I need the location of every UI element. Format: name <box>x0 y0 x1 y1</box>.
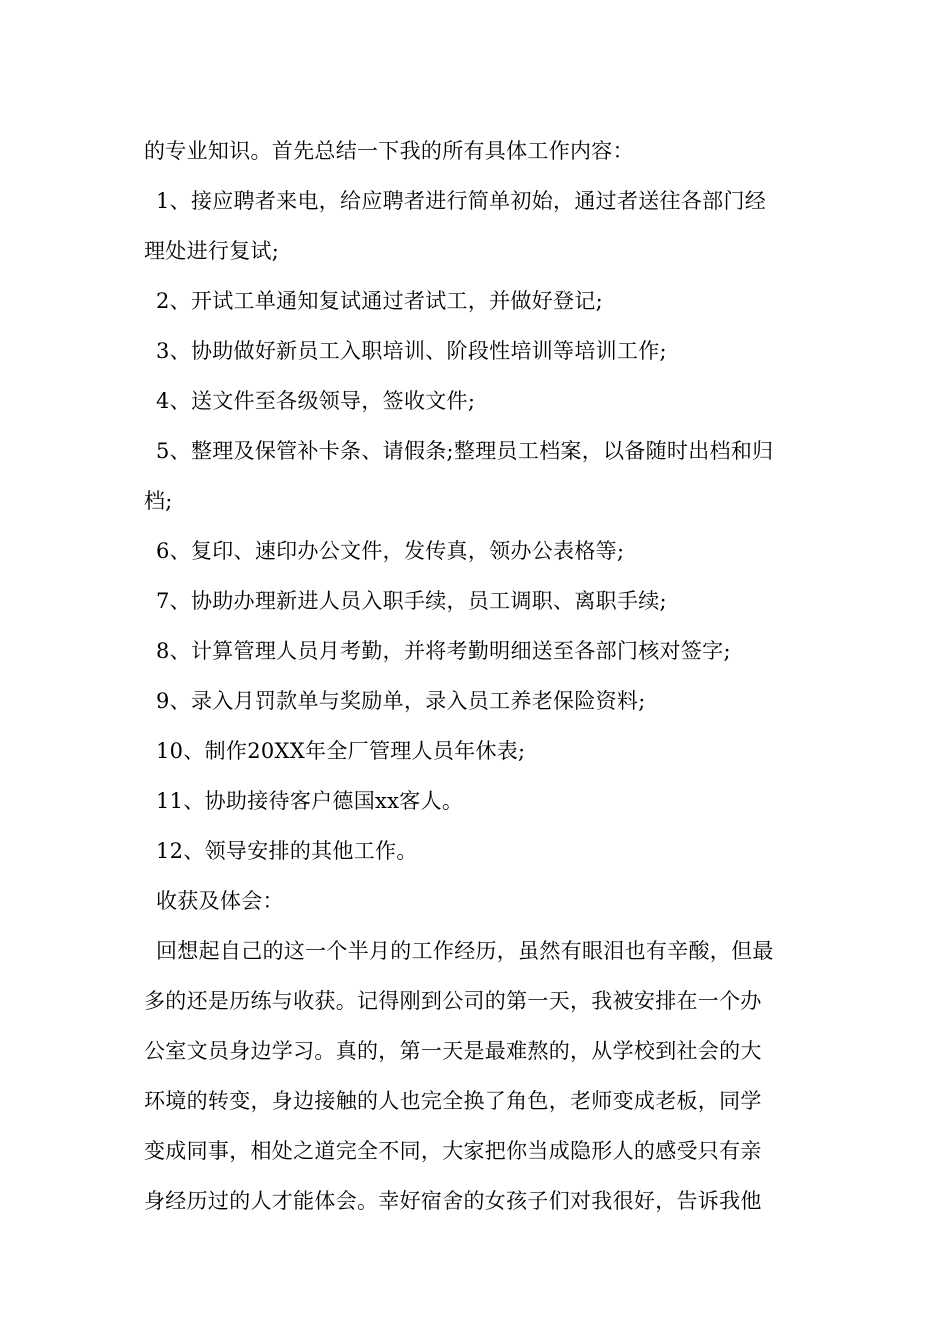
text-line: 档; <box>144 489 173 513</box>
paragraph-line: 公室文员身边学习。真的，第一天是最难熬的，从学校到社会的大 <box>144 1039 762 1063</box>
paragraph-line: 回想起自己的这一个半月的工作经历，虽然有眼泪也有辛酸，但最 <box>156 939 774 963</box>
list-item: 2、开试工单通知复试通过者试工，并做好登记; <box>156 289 604 313</box>
paragraph-line: 环境的转变，身边接触的人也完全换了角色，老师变成老板，同学 <box>144 1089 762 1113</box>
document-body <box>144 126 814 1226</box>
list-item: 9、录入月罚款单与奖励单，录入员工养老保险资料; <box>156 689 646 713</box>
list-item: 8、计算管理人员月考勤，并将考勤明细送至各部门核对签字; <box>156 639 731 663</box>
paragraph-line: 多的还是历练与收获。记得刚到公司的第一天，我被安排在一个办 <box>144 989 762 1013</box>
list-item: 3、协助做好新员工入职培训、阶段性培训等培训工作; <box>156 339 667 363</box>
list-item: 1、接应聘者来电，给应聘者进行简单初始，通过者送往各部门经 <box>156 189 767 213</box>
list-item: 5、整理及保管补卡条、请假条;整理员工档案，以备随时出档和归 <box>156 439 774 463</box>
list-item: 6、复印、速印办公文件，发传真，领办公表格等; <box>156 539 625 563</box>
list-item: 7、协助办理新进人员入职手续，员工调职、离职手续; <box>156 589 667 613</box>
list-item: 10、制作20XX年全厂管理人员年休表; <box>156 739 526 763</box>
paragraph-line: 身经历过的人才能体会。幸好宿舍的女孩子们对我很好，告诉我他 <box>144 1189 762 1213</box>
paragraph-line: 变成同事，相处之道完全不同，大家把你当成隐形人的感受只有亲 <box>144 1139 762 1163</box>
text-line: 的专业知识。首先总结一下我的所有具体工作内容： <box>144 139 634 163</box>
section-heading: 收获及体会： <box>156 889 284 913</box>
list-item: 12、领导安排的其他工作。 <box>156 839 418 863</box>
list-item: 4、送文件至各级领导，签收文件; <box>156 389 476 413</box>
list-item: 11、协助接待客户德国xx客人。 <box>156 789 464 813</box>
text-line: 理处进行复试; <box>144 239 280 263</box>
